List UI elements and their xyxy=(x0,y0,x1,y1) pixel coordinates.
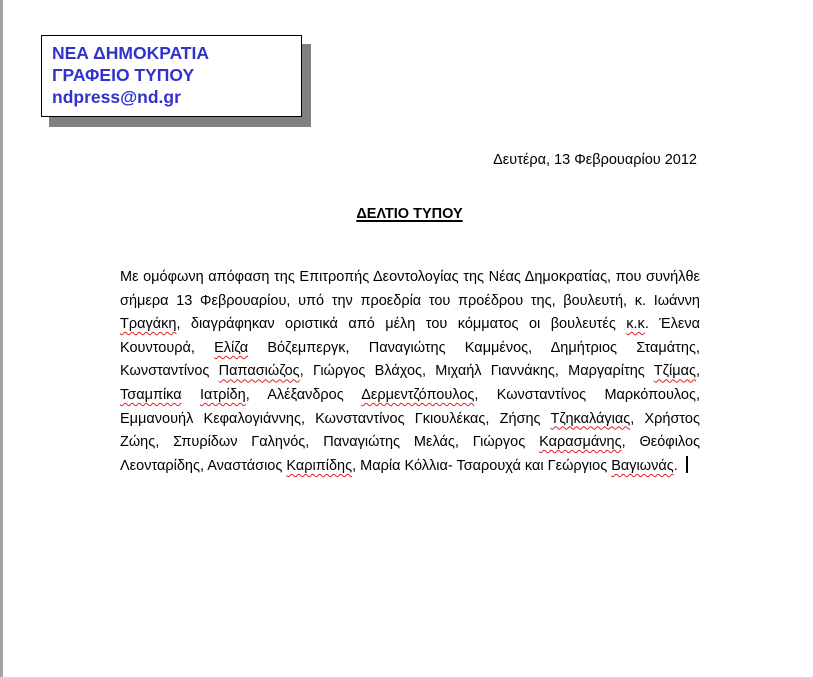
body-text-segment: . xyxy=(673,457,678,474)
header-office-name: ΓΡΑΦΕΙΟ ΤΥΠΟΥ xyxy=(52,65,195,85)
press-office-header-box xyxy=(41,35,302,117)
body-text-segment: Με ομόφωνη απόφαση της Επιτροπής Δεοντολογίας της Νέας Δημοκρατίας, που συνήλθε σήμερα 13 Φεβρουαρίου, υπό την προεδρία του προέδρου της, βουλευτή, κ. Ιωάννη xyxy=(120,269,700,309)
body-text-segment: . Έλενα Κουντουρά, xyxy=(120,316,700,356)
body-text-segment: , Κωνσταντίνος Μαρκόπουλος, Εμμανουήλ Κεφαλογιάννης, Κωνσταντίνος Γκιουλέκας, Ζήσης xyxy=(120,386,700,427)
document-title: ΔΕΛΤΙΟ ΤΥΠΟΥ xyxy=(356,206,463,222)
spellcheck-flagged-word[interactable]: Τραγάκη xyxy=(120,316,177,333)
body-text-segment xyxy=(182,387,200,403)
spellcheck-flagged-word[interactable]: Παπασιώζος xyxy=(218,363,300,380)
header-email: ndpress@nd.gr xyxy=(52,87,181,107)
spellcheck-flagged-word[interactable]: Τσαμπίκα xyxy=(120,386,182,403)
spellcheck-flagged-word[interactable]: Βαγιωνάς xyxy=(611,457,674,474)
spellcheck-flagged-word[interactable]: κ.κ xyxy=(626,316,645,333)
header-party-name: ΝΕΑ ΔΗΜΟΚΡΑΤΙΑ xyxy=(52,43,209,63)
body-text-segment: , Αλέξανδρος xyxy=(245,386,362,403)
body-text-segment: , διαγράφηκαν οριστικά από μέλη του κόμματος οι βουλευτές xyxy=(176,316,627,333)
spellcheck-flagged-word[interactable]: Δερμεντζόπουλος xyxy=(361,386,475,403)
spellcheck-flagged-word[interactable]: Καρασμάνης xyxy=(539,434,622,451)
body-text-segment: , Γιώργος Βλάχος, Μιχαήλ Γιαννάκης, Μαργαρίτης xyxy=(299,363,654,380)
body-text-segment: , xyxy=(695,363,700,380)
body-text-segment: , Μαρία Κόλλια- Τσαρουχά και Γεώργιος xyxy=(352,457,612,474)
spellcheck-flagged-word[interactable]: Τζηκαλάγιας xyxy=(550,410,631,427)
spellcheck-flagged-word[interactable]: Καριπίδης xyxy=(286,457,353,474)
spellcheck-flagged-word[interactable]: Τζίμας xyxy=(653,363,696,380)
text-cursor xyxy=(686,456,688,473)
document-date: Δευτέρα, 13 Φεβρουαρίου 2012 xyxy=(493,152,697,168)
document-page[interactable] xyxy=(3,0,813,677)
body-text-segment: Βόζεμπεργκ, Παναγιώτης Καμμένος, Δημήτριος Σταμάτης, Κωνσταντίνος xyxy=(120,339,700,380)
spellcheck-flagged-word[interactable]: Ελίζα xyxy=(214,339,249,356)
document-body-paragraph[interactable] xyxy=(120,266,700,478)
spellcheck-flagged-word[interactable]: Ιατρίδη xyxy=(199,386,246,403)
body-text-segment: , Θεόφιλος Λεονταρίδης, Αναστάσιος xyxy=(120,434,701,474)
body-text-segment: , Χρήστος Ζώης, Σπυρίδων Γαληνός, Παναγιώτης Μελάς, Γιώργος xyxy=(120,410,700,451)
body-text-content xyxy=(120,269,700,474)
